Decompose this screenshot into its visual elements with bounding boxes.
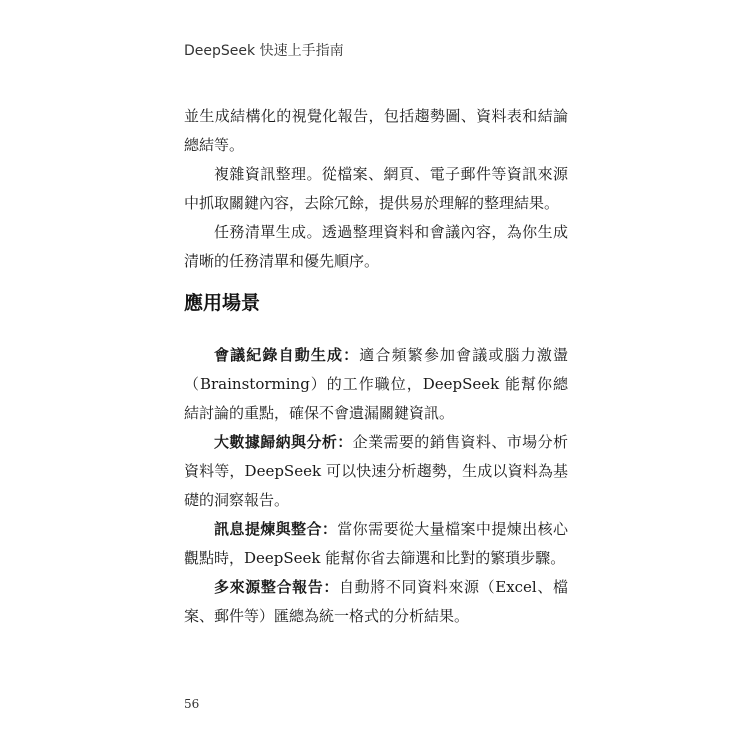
scenario-text: 企業需要的銷售資料、市場分析資料等，DeepSeek 可以快速分析趨勢，生成以資料為基礎的洞察報告。 (184, 433, 568, 509)
page-number: 56 (184, 697, 200, 711)
scenario-item (184, 573, 568, 631)
scenario-text: 適合頻繁參加會議或腦力激盪（Brainstorming）的工作職位，DeepSeek 能幫你總結討論的重點，確保不會遺漏關鍵資訊。 (184, 346, 568, 422)
scenario-term: 多來源整合報告： (214, 578, 339, 596)
scenario-text: 自動將不同資料來源（Excel、檔案、郵件等）匯總為統一格式的分析結果。 (184, 578, 568, 625)
intro-item-1: 複雜資訊整理。從檔案、網頁、電子郵件等資訊來源中抓取關鍵內容，去除冗餘，提供易於理解的整理結果。 (184, 165, 568, 212)
intro-text (184, 102, 568, 276)
scenario-item (184, 515, 568, 573)
section-title: 應用場景 (184, 292, 261, 314)
intro-continuation: 並生成結構化的視覺化報告，包括趨勢圖、資料表和結論總結等。 (184, 107, 568, 154)
scenario-term: 大數據歸納與分析： (214, 433, 353, 451)
scenario-item (184, 341, 568, 428)
scenario-text: 當你需要從大量檔案中提煉出核心觀點時，DeepSeek 能幫你省去篩選和比對的繁瑣步驟。 (184, 520, 568, 567)
scenario-list (184, 341, 568, 631)
intro-item-2: 任務清單生成。透過整理資料和會議內容，為你生成清晰的任務清單和優先順序。 (184, 223, 568, 270)
scenario-term: 會議紀錄自動生成： (214, 346, 360, 364)
running-head: DeepSeek 快速上手指南 (184, 43, 344, 59)
scenario-term: 訊息提煉與整合： (214, 520, 338, 538)
scenario-item (184, 428, 568, 515)
